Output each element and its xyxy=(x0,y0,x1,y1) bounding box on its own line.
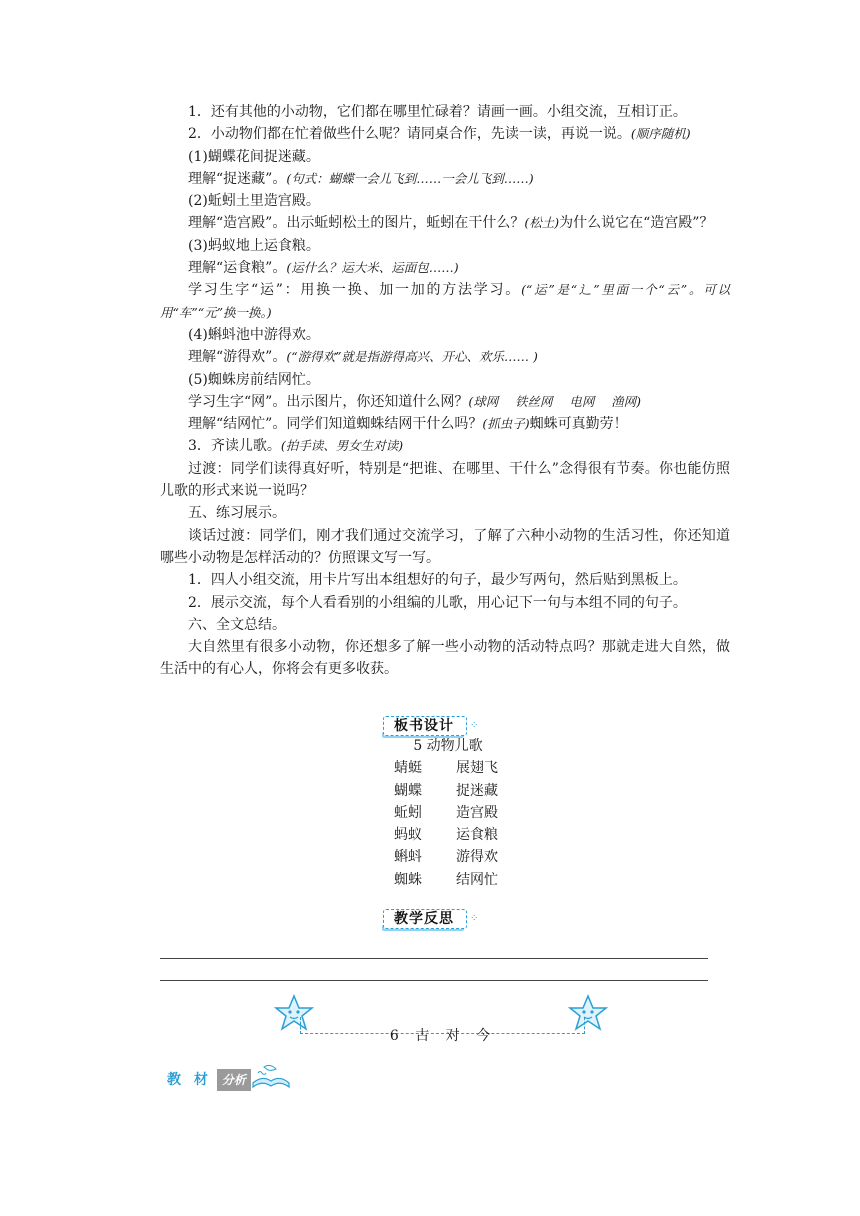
teaching-note: (“游得欢”就是指游得高兴、开心、欢乐…… ) xyxy=(286,349,538,365)
lesson-paragraph xyxy=(160,614,730,636)
textbook-analysis-main: 教 材 xyxy=(167,1072,212,1088)
board-action: 展翅飞 xyxy=(456,760,498,777)
paragraph-text: 2．展示交流，每个人看看别的小组编的儿歌，用心记下一句与本组不同的句子。 xyxy=(188,594,687,611)
board-design-banner xyxy=(383,715,478,737)
paragraph-text: 3．齐读儿歌。 xyxy=(188,438,281,455)
board-action: 造宫殿 xyxy=(456,804,498,821)
paragraph-text: 理解“运食粮”。 xyxy=(188,260,287,277)
paragraph-text: 五、练习展示。 xyxy=(188,505,286,522)
paragraph-text: 1．还有其他的小动物，它们都在哪里忙碌着？请画一画。小组交流，互相订正。 xyxy=(188,104,687,120)
teaching-note: (拍手读、男女生对读) xyxy=(280,438,404,454)
board-design-heading: 板书设计 xyxy=(383,716,467,736)
lesson-paragraph xyxy=(160,391,730,413)
paragraph-text: (2)蚯蚓土里造宫殿。 xyxy=(188,193,320,210)
lesson-paragraph xyxy=(160,435,730,457)
paragraph-text: 过渡：同学们读得真好听，特别是“把谁、在哪里、干什么”念得很有节奏。你也能仿照儿歌的形式来说一说吗？ xyxy=(160,460,730,500)
board-action: 游得欢 xyxy=(456,849,498,866)
lesson-body-text xyxy=(160,101,730,681)
board-row xyxy=(386,846,536,868)
board-row xyxy=(386,824,536,846)
reflection-line-1 xyxy=(160,958,708,959)
lesson-paragraph xyxy=(160,257,730,279)
dots-decoration-icon: ⁘ xyxy=(470,913,479,924)
paragraph-text: 学习生字“网”。出示图片，你还知道什么网？ xyxy=(188,393,469,410)
board-row xyxy=(386,869,536,891)
lesson-paragraph xyxy=(160,168,730,190)
board-row xyxy=(386,757,536,779)
lesson-paragraph xyxy=(160,235,730,257)
teaching-note: (球网 xyxy=(468,393,499,409)
board-design xyxy=(386,735,536,891)
paragraph-text: 蜘蛛可真勤劳！ xyxy=(529,416,628,433)
lesson-paragraph xyxy=(160,146,730,168)
board-animal: 蜘蛛 xyxy=(394,871,422,888)
lesson-paragraph xyxy=(160,502,730,524)
board-animal: 蜻蜓 xyxy=(394,760,422,777)
teaching-note: (松土) xyxy=(524,215,560,231)
lesson-paragraph xyxy=(160,346,730,368)
paragraph-text: 六、全文总结。 xyxy=(188,616,286,633)
board-animal: 蝌蚪 xyxy=(394,849,422,866)
board-animal: 蚯蚓 xyxy=(394,804,422,821)
teaching-note: (顺序随机) xyxy=(630,126,691,142)
paragraph-text: 大自然里有很多小动物，你还想多了解一些小动物的活动特点吗？那就走进大自然，做生活中的有心人，你将会有更多收获。 xyxy=(160,639,730,678)
next-chapter-title: 6 古 对 今 xyxy=(389,1028,497,1044)
dots-decoration-icon: ⁘ xyxy=(470,720,479,731)
lesson-paragraph xyxy=(160,525,730,570)
board-action: 结网忙 xyxy=(456,871,498,888)
lesson-paragraph xyxy=(160,324,730,346)
teaching-note: 渔网) xyxy=(611,393,642,409)
paragraph-text: (4)蝌蚪池中游得欢。 xyxy=(188,326,320,343)
lesson-paragraph xyxy=(160,369,730,391)
lesson-paragraph xyxy=(160,123,730,145)
paragraph-text: (1)蝴蝶花间捉迷藏。 xyxy=(188,148,320,165)
board-action: 捉迷藏 xyxy=(456,782,498,799)
board-animal: 蚂蚁 xyxy=(394,827,422,844)
lesson-paragraph xyxy=(160,190,730,212)
reflection-heading: 教学反思 xyxy=(383,909,467,929)
paragraph-text: 1．四人小组交流，用卡片写出本组想好的句子，最少写两句，然后贴到黑板上。 xyxy=(188,572,687,589)
board-row xyxy=(386,780,536,802)
paragraph-text: 为什么说它在“造宫殿”？ xyxy=(559,215,714,232)
lesson-paragraph xyxy=(160,212,730,234)
board-row xyxy=(386,802,536,824)
lesson-paragraph xyxy=(160,279,730,324)
teaching-note: (抓虫子) xyxy=(482,416,530,432)
paragraph-text: 2．小动物们都在忙着做些什么呢？请同桌合作，先读一读，再说一说。 xyxy=(188,126,631,143)
paragraph-text: (5)蜘蛛房前结网忙。 xyxy=(188,371,320,388)
board-title: 5 动物儿歌 xyxy=(413,738,483,754)
lesson-paragraph xyxy=(160,101,730,123)
teaching-note: 电网 xyxy=(569,393,595,409)
paragraph-text: 理解“造宫殿”。出示蚯蚓松土的图片，蚯蚓在干什么？ xyxy=(188,215,525,232)
textbook-analysis-label xyxy=(162,1069,251,1091)
lesson-paragraph xyxy=(160,592,730,614)
lesson-paragraph xyxy=(160,458,730,503)
open-book-icon xyxy=(250,1061,292,1091)
paragraph-text: 学习生字“运”：用换一换、加一加的方法学习。 xyxy=(188,282,522,299)
lesson-paragraph xyxy=(160,413,730,435)
reflection-line-2 xyxy=(160,980,708,981)
teaching-note: (“运”是“辶”里面一个“云”。可以用“车”“元”换一换。) xyxy=(160,282,730,320)
board-rows xyxy=(386,757,536,891)
lesson-paragraph xyxy=(160,636,730,681)
paragraph-text: (3)蚂蚁地上运食粮。 xyxy=(188,237,320,254)
paragraph-text: 理解“捉迷藏”。 xyxy=(188,170,287,187)
teaching-note: 铁丝网 xyxy=(515,393,553,409)
board-animal: 蝴蝶 xyxy=(394,782,422,799)
paragraph-text: 理解“游得欢”。 xyxy=(188,349,287,366)
paragraph-text: 理解“结网忙”。同学们知道蜘蛛结网干什么吗？ xyxy=(188,416,483,433)
board-action: 运食粮 xyxy=(456,827,498,844)
lesson-paragraph xyxy=(160,569,730,591)
reflection-banner xyxy=(383,908,478,930)
paragraph-text: 谈话过渡：同学们，刚才我们通过交流学习，了解了六种小动物的生活习性，你还知道哪些小动物是怎样活动的？仿照课文写一写。 xyxy=(160,527,730,566)
teaching-note: (运什么？运大米、运面包……) xyxy=(286,260,459,276)
textbook-analysis-tail: 分析 xyxy=(217,1069,251,1091)
teaching-note: (句式：蝴蝶一会儿飞到……一会儿飞到……) xyxy=(286,170,534,186)
